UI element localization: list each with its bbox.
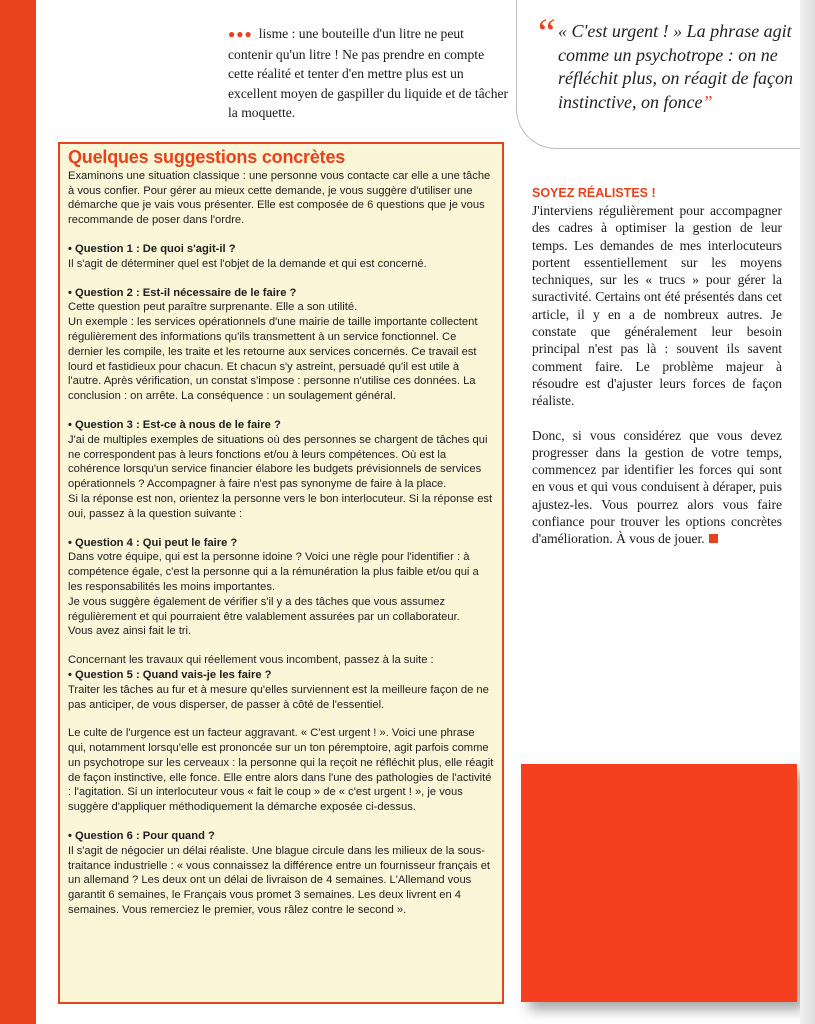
section-label: MANAGEMENT (6, 854, 27, 998)
question-6-title: • Question 6 : Pour quand ? (68, 830, 215, 843)
question-5-text-2: Le culte de l'urgence est un facteur aggravant. « C'est urgent ! ». Voici une phrase qui, notamment lorsqu'elle est prononcée sur un ton péremptoire, agit parfois comme un psychotrope sur les cerveaux : la personne qui la reçoit ne réfléchit plus, elle réagit de façon instinctive, elle fonce. Elle entre alors dans l'une des pathologies de l'activité : l'agitation. Si un interlocuteur vous « fait le coup » de « c'est urgent ! », je vous suggère d'appliquer méthodiquement la démarche exposée ci-dessus. (68, 727, 494, 814)
pull-quote-text: « C'est urgent ! » La phrase agit comme un psychotrope : on ne réfléchit plus, on réagit de façon instinctive, on fonce (558, 21, 793, 112)
realistic-paragraph-2 (532, 427, 782, 548)
realistic-paragraph-2-text: Donc, si vous considérez que vous devez progresser dans la gestion de votre temps, commencez par identifier les forces qui sont en vous et qui vous conduisent à déraper, puis ajustez-les. Vous pourrez alors vous faire confiance pour trouver les options concrètes d'amélioration. À vous de jouer. (532, 427, 782, 547)
box-title: Quelques suggestions concrètes (68, 147, 346, 167)
question-1-text: Il s'agit de déterminer quel est l'objet de la demande et qui est concerné. (68, 257, 427, 270)
question-4-text-2: Je vous suggère également de vérifier s'il y a des tâches que vous assumez régulièrement et qui pourraient être valablement assurées par un collaborateur. (68, 595, 460, 623)
question-2-title: • Question 2 : Est-il nécessaire de le faire ? (68, 286, 297, 299)
intro-paragraph (228, 24, 510, 123)
question-3-title: • Question 3 : Est-ce à nous de le faire ? (68, 418, 281, 431)
box-intro: Examinons une situation classique : une personne vous contacte car elle a une tâche à vous confier. Pour gérer au mieux cette demande, je vous suggère d'utiliser une démarche que je vais vous présenter. Elle est composée de 6 questions que je vous recommande de poser dans l'ordre. (68, 169, 491, 227)
suggestions-box (58, 142, 504, 1004)
realistic-section (532, 186, 782, 548)
question-4-title: • Question 4 : Qui peut le faire ? (68, 536, 238, 549)
question-2-text-2: Un exemple : les services opérationnels d'une mairie de taille importante collectent régulièrement des informations qu'ils transmettent à un service fonctionnel. Ce dernier les compile, les traite et les retourne aux services concernés. Ce travail est lourd et fastidieux pour chacun. Et chacun s'y astreint, persuadé qu'il est utile à l'autre. Après vérification, un constat s'impose : personne n'utilise ces données. La conclusion : on arrête. La conséquence : un soulagement général. (68, 316, 478, 403)
question-3-text-2: Si la réponse est non, orientez la personne vers le bon interlocuteur. Si la réponse est oui, passez à la question suivante : (68, 492, 493, 520)
end-mark-icon (709, 534, 718, 543)
realistic-paragraph-1: J'interviens régulièrement pour accompagner des cadres à optimiser la gestion de leur temps. Les demandes de mes interlocuteurs portent essentiellement sur les moyens techniques, sur les « trucs » pour gérer la suractivité. Certains ont été présentés dans cet article, il y en a de nombreux autres. Je constate que généralement leur besoin principal n'est pas là : souvent ils savent comment faire. Le problème majeur à résoudre est d'ajuster leurs forces de façon réaliste. (532, 203, 782, 409)
decorative-orange-block (521, 764, 797, 1002)
question-3-text-1: J'ai de multiples exemples de situations où des personnes se chargent de tâches qui ne correspondent pas à leurs fonctions et/ou à leurs compétences. Où est la cohérence lorsqu'un service financier élabore les budgets prévisionnels de services opérationnels ? Accompagner à faire n'est pas synonyme de faire à la place. (68, 433, 488, 491)
quote-mark-icon: “ (534, 10, 557, 55)
question-1-title: • Question 1 : De quoi s'agit-il ? (68, 242, 236, 255)
question-4-text-1: Dans votre équipe, qui est la personne idoine ? Voici une règle pour l'identifier : à compétence égale, c'est la personne qui a la rémunération la plus faible et/ou qui a les responsabilités les moins importantes. (68, 551, 479, 593)
page-edge (800, 0, 815, 1024)
question-6-text: Il s'agit de négocier un délai réaliste. Une blague circule dans les milieux de la sous-traitance industrielle : « vous connaissez la différence entre un fournisseur français et un allemand ? Les deux ont un délai de livraison de 4 semaines. L'Allemand vous garantit 6 semaines, le Français vous promet 3 semaines. Les deux livrent en 4 semaines. Vous remerciez le premier, vous râlez contre le second ». (68, 844, 491, 917)
transition-text: Concernant les travaux qui réellement vous incombent, passez à la suite : (68, 654, 434, 667)
question-2-text-1: Cette question peut paraître surprenante. Elle a son utilité. (68, 301, 358, 314)
bullet-dots-icon: ●●● (228, 27, 253, 41)
section-heading: SOYEZ RÉALISTES ! (532, 186, 656, 200)
question-4-text-3: Vous avez ainsi fait le tri. (68, 625, 192, 638)
question-5-title: • Question 5 : Quand vais-je les faire ? (68, 668, 272, 681)
intro-text: lisme : une bouteille d'un litre ne peut contenir qu'un litre ! Ne pas prendre en compte cette réalité et tenter d'en mettre plus est un excellent moyen de gaspiller du liquide et de tâcher la moquette. (228, 26, 509, 121)
pull-quote (558, 20, 798, 114)
question-5-text-1: Traiter les tâches au fur et à mesure qu'elles surviennent est la meilleure façon de ne pas anticiper, de vous disperser, de passer à côté de l'essentiel. (68, 683, 489, 711)
quote-close-mark: ” (702, 91, 713, 112)
